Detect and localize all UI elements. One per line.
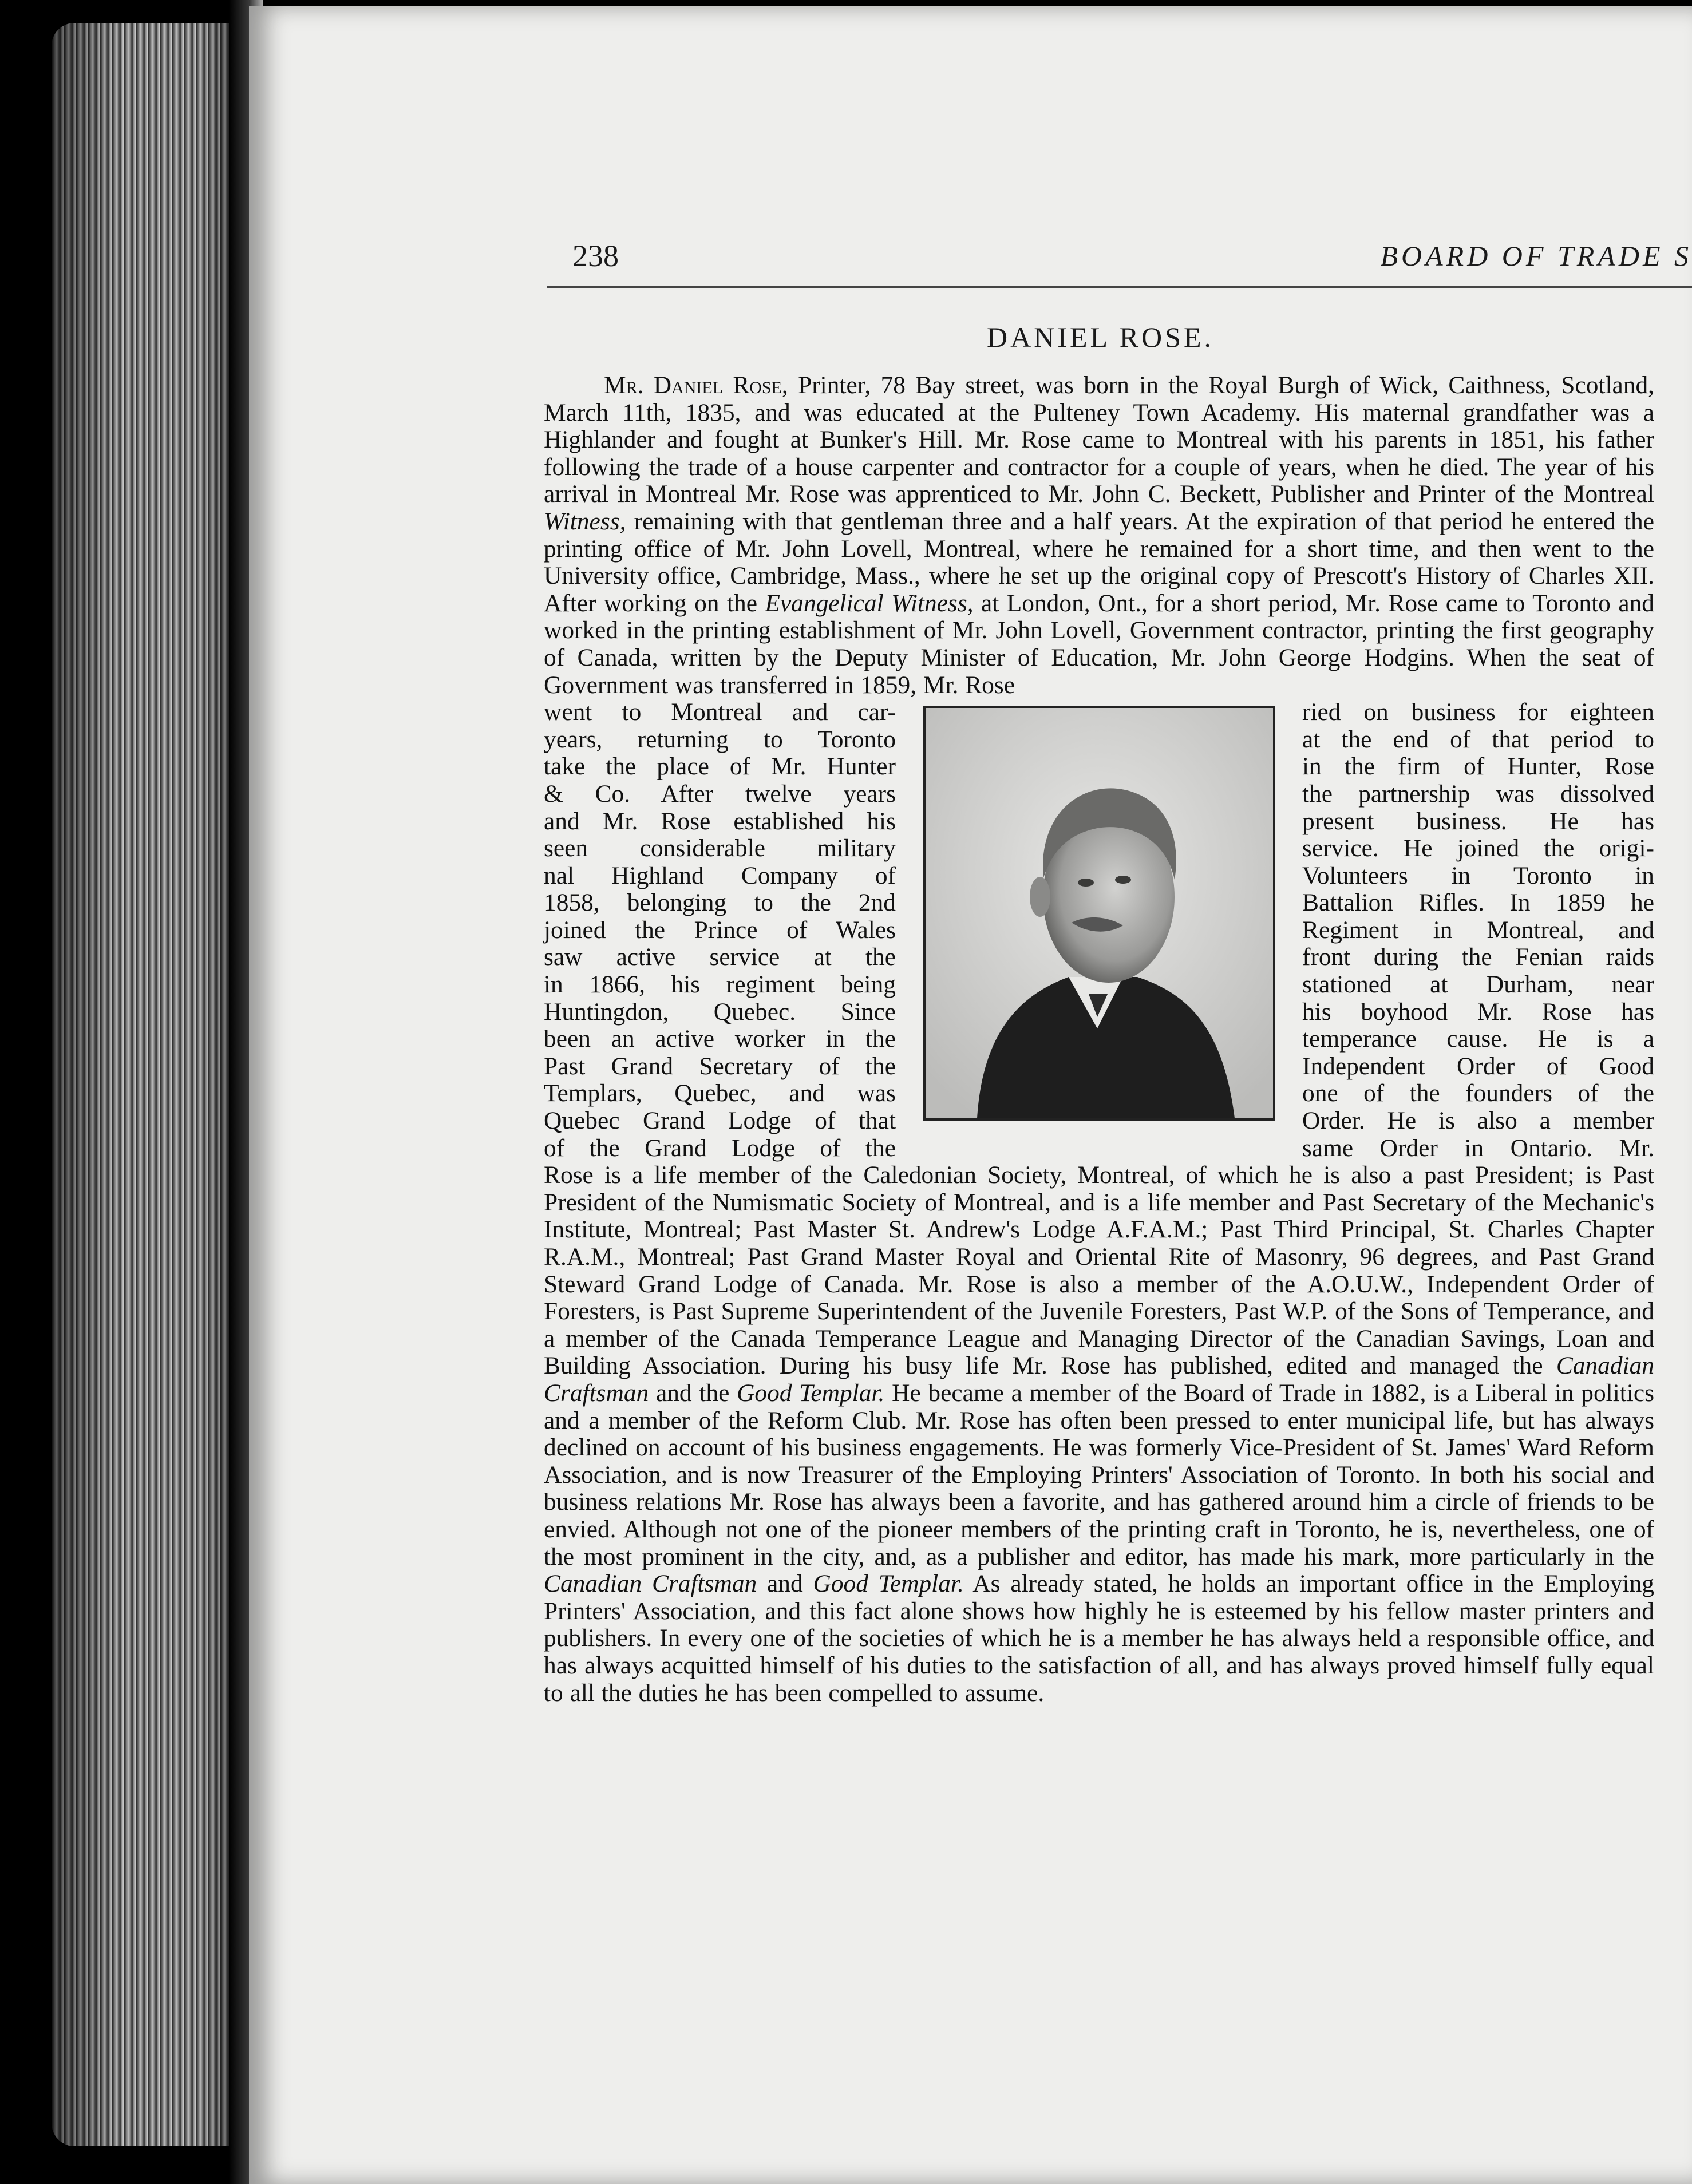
canadian-craftsman-title-2: Canadian Craftsman xyxy=(544,1570,757,1598)
page-header xyxy=(544,238,1692,278)
col-right-line: Battalion Rifles. In 1859 he xyxy=(1302,889,1654,917)
col-left-line: 1858, belonging to the 2nd xyxy=(544,889,896,917)
col-left-line: joined the Prince of Wales xyxy=(544,916,896,944)
page-number: 238 xyxy=(572,239,619,273)
header-rule xyxy=(547,286,1692,288)
col-right-line: one of the founders of the xyxy=(1302,1079,1654,1107)
col-left-line: take the place of Mr. Hunter xyxy=(544,753,896,781)
portrait-photo xyxy=(923,706,1275,1121)
paragraph-1-text-b: remaining with that gentleman three and a half years. At the expiration of that period he entered the printing office of Mr. John Lovell, Montreal, where he remained for a short time, and then went to the University office, Cambridge, Mass., where he set up the original copy of Prescott's History of Charles XII. After working on the xyxy=(544,507,1654,617)
article-body xyxy=(544,372,1654,1707)
col-right-line: stationed at Durham, near xyxy=(1302,971,1654,999)
evangelical-witness-title: Evangelical Witness, xyxy=(765,589,974,617)
col-left-line: Templars, Quebec, and was xyxy=(544,1079,896,1107)
paragraph-2-text-b: He became a member of the Board of Trade in 1882, is a Liberal in politics and a member of the Reform Club. Mr. Rose has often been pressed to enter municipal life, but has always declined on account of his business engagements. He was formerly Vice-President of St. James' Ward Reform Association, and is now Treasurer of the Employing Printers' Association of Toronto. In both his social and business relations Mr. Rose has always been a favorite, and has gathered around him a circle of friends to be envied. Although not one of the pioneer members of the printing craft in Toronto, he is, nevertheless, one of the most prominent in the city, and, as a publisher and editor, has made his mark, more particularly in the xyxy=(544,1379,1655,1570)
col-left-line: Huntingdon, Quebec. Since xyxy=(544,998,896,1026)
col-left-line: saw active service at the xyxy=(544,943,896,971)
col-left-line: Quebec Grand Lodge of that xyxy=(544,1107,896,1135)
col-right-line: temperance cause. He is a xyxy=(1302,1025,1654,1053)
col-left-line: years, returning to Toronto xyxy=(544,725,896,753)
col-left-line: of the Grand Lodge of the xyxy=(544,1134,896,1162)
paragraph-2 xyxy=(544,1162,1654,1707)
paragraph-2-text: Rose is a life member of the Caledonian Society, Montreal, of which he is also a past President; is Past President of the Numismatic Society of Montreal, and is a life member and Past Secretary of the Mechanic's Institute, Montreal; Past Master St. Andrew's Lodge A.F.A.M.; Past Third Principal, St. Charles Chapter R.A.M., Montreal; Past Grand Master Royal and Oriental Rite of Masonry, 96 degrees, and Past Grand Steward Grand Lodge of Canada. Mr. Rose is also a member of the A.O.U.W., Independent Order of Foresters, is Past Supreme Superintendent of the Juvenile Foresters, Past W.P. of the Sons of Temperance, and a member of the Canada Temperance League and Managing Director of the Canadian Savings, Loan and Building Association. During his busy life Mr. Rose has published, edited and managed the xyxy=(544,1161,1654,1380)
paragraph-2-conj: and the xyxy=(649,1379,737,1407)
canadian-craftsman-title: Canadian Craftsman xyxy=(544,1352,1654,1407)
col-left-line: seen considerable military xyxy=(544,834,896,862)
col-right-line: Independent Order of Good xyxy=(1302,1052,1654,1080)
paragraph-1-text: Printer, 78 Bay street, was born in the Royal Burgh of Wick, Caithness, Scotland, March 11th, 1835, and was educated at the Pulteney Town Academy. His maternal grandfather was a Highlander and fought at Bunker's Hill. Mr. Rose came to Montreal with his parents in 1851, his father following the trade of a house carpenter and contractor for a couple of years, when he died. The year of his arrival in Montreal Mr. Rose was apprenticed to Mr. John C. Beckett, Publisher and Printer of the Montreal xyxy=(544,371,1654,508)
col-left-line: went to Montreal and car- xyxy=(544,698,896,726)
col-left-line: in 1866, his regiment being xyxy=(544,971,896,999)
col-left-line: Past Grand Secretary of the xyxy=(544,1052,896,1080)
col-left-line: & Co. After twelve years xyxy=(544,780,896,808)
col-right-line: the partnership was dissolved xyxy=(1302,780,1654,808)
col-left-line: and Mr. Rose established his xyxy=(544,807,896,835)
good-templar-title-2: Good Templar. xyxy=(813,1570,964,1598)
col-right-line: present business. He has xyxy=(1302,807,1654,835)
col-right-line: Regiment in Montreal, and xyxy=(1302,916,1654,944)
col-right-line: at the end of that period to xyxy=(1302,725,1654,753)
col-right-line: same Order in Ontario. Mr. xyxy=(1302,1134,1654,1162)
col-left-line: been an active worker in the xyxy=(544,1025,896,1053)
col-right-line: Order. He is also a member xyxy=(1302,1107,1654,1135)
col-right-line: Volunteers in Toronto in xyxy=(1302,861,1654,889)
witness-title: Witness, xyxy=(544,507,626,535)
col-right-line: ried on business for eighteen xyxy=(1302,698,1654,726)
paragraph-2-conj-2: and xyxy=(757,1570,813,1598)
col-right-line: front during the Fenian raids xyxy=(1302,943,1654,971)
portrait-illustration xyxy=(926,708,1273,1118)
col-right-line: in the firm of Hunter, Rose xyxy=(1302,753,1654,781)
intro-name: Mr. Daniel Rose, xyxy=(604,371,788,399)
paragraph-2-text-c: As already stated, he holds an important office in the Employing Printers' Association, and this fact alone shows how highly he is esteemed by his fellow master printers and publishers. In every one of the societies of which he is a member he has always held a responsible office, and has always acquitted himself of his duties to the satisfaction of all, and has always proved himself fully equal to all the duties he has been compelled to assume. xyxy=(544,1570,1654,1707)
col-right-line: his boyhood Mr. Rose has xyxy=(1302,998,1654,1026)
article-title: DANIEL ROSE. xyxy=(986,321,1214,353)
portrait-wrap-section xyxy=(544,699,1654,1162)
col-left-line: nal Highland Company of xyxy=(544,861,896,889)
right-text-column xyxy=(1302,699,1654,1162)
col-right-line: service. He joined the origi- xyxy=(1302,834,1654,862)
paragraph-1-text-c: at London, Ont., for a short period, Mr. Rose came to Toronto and worked in the printing establishment of Mr. John Lovell, Government contractor, printing the first geography of Canada, written by the Deputy Minister of Education, Mr. John George Hodgins. When the seat of Government was transferred in 1859, Mr. Rose xyxy=(544,589,1654,699)
book-page-edges xyxy=(52,23,249,2146)
good-templar-title: Good Templar. xyxy=(737,1379,885,1407)
left-text-column xyxy=(544,699,896,1162)
paragraph-1 xyxy=(544,372,1654,699)
running-head: BOARD OF TRADE S xyxy=(1380,240,1692,272)
